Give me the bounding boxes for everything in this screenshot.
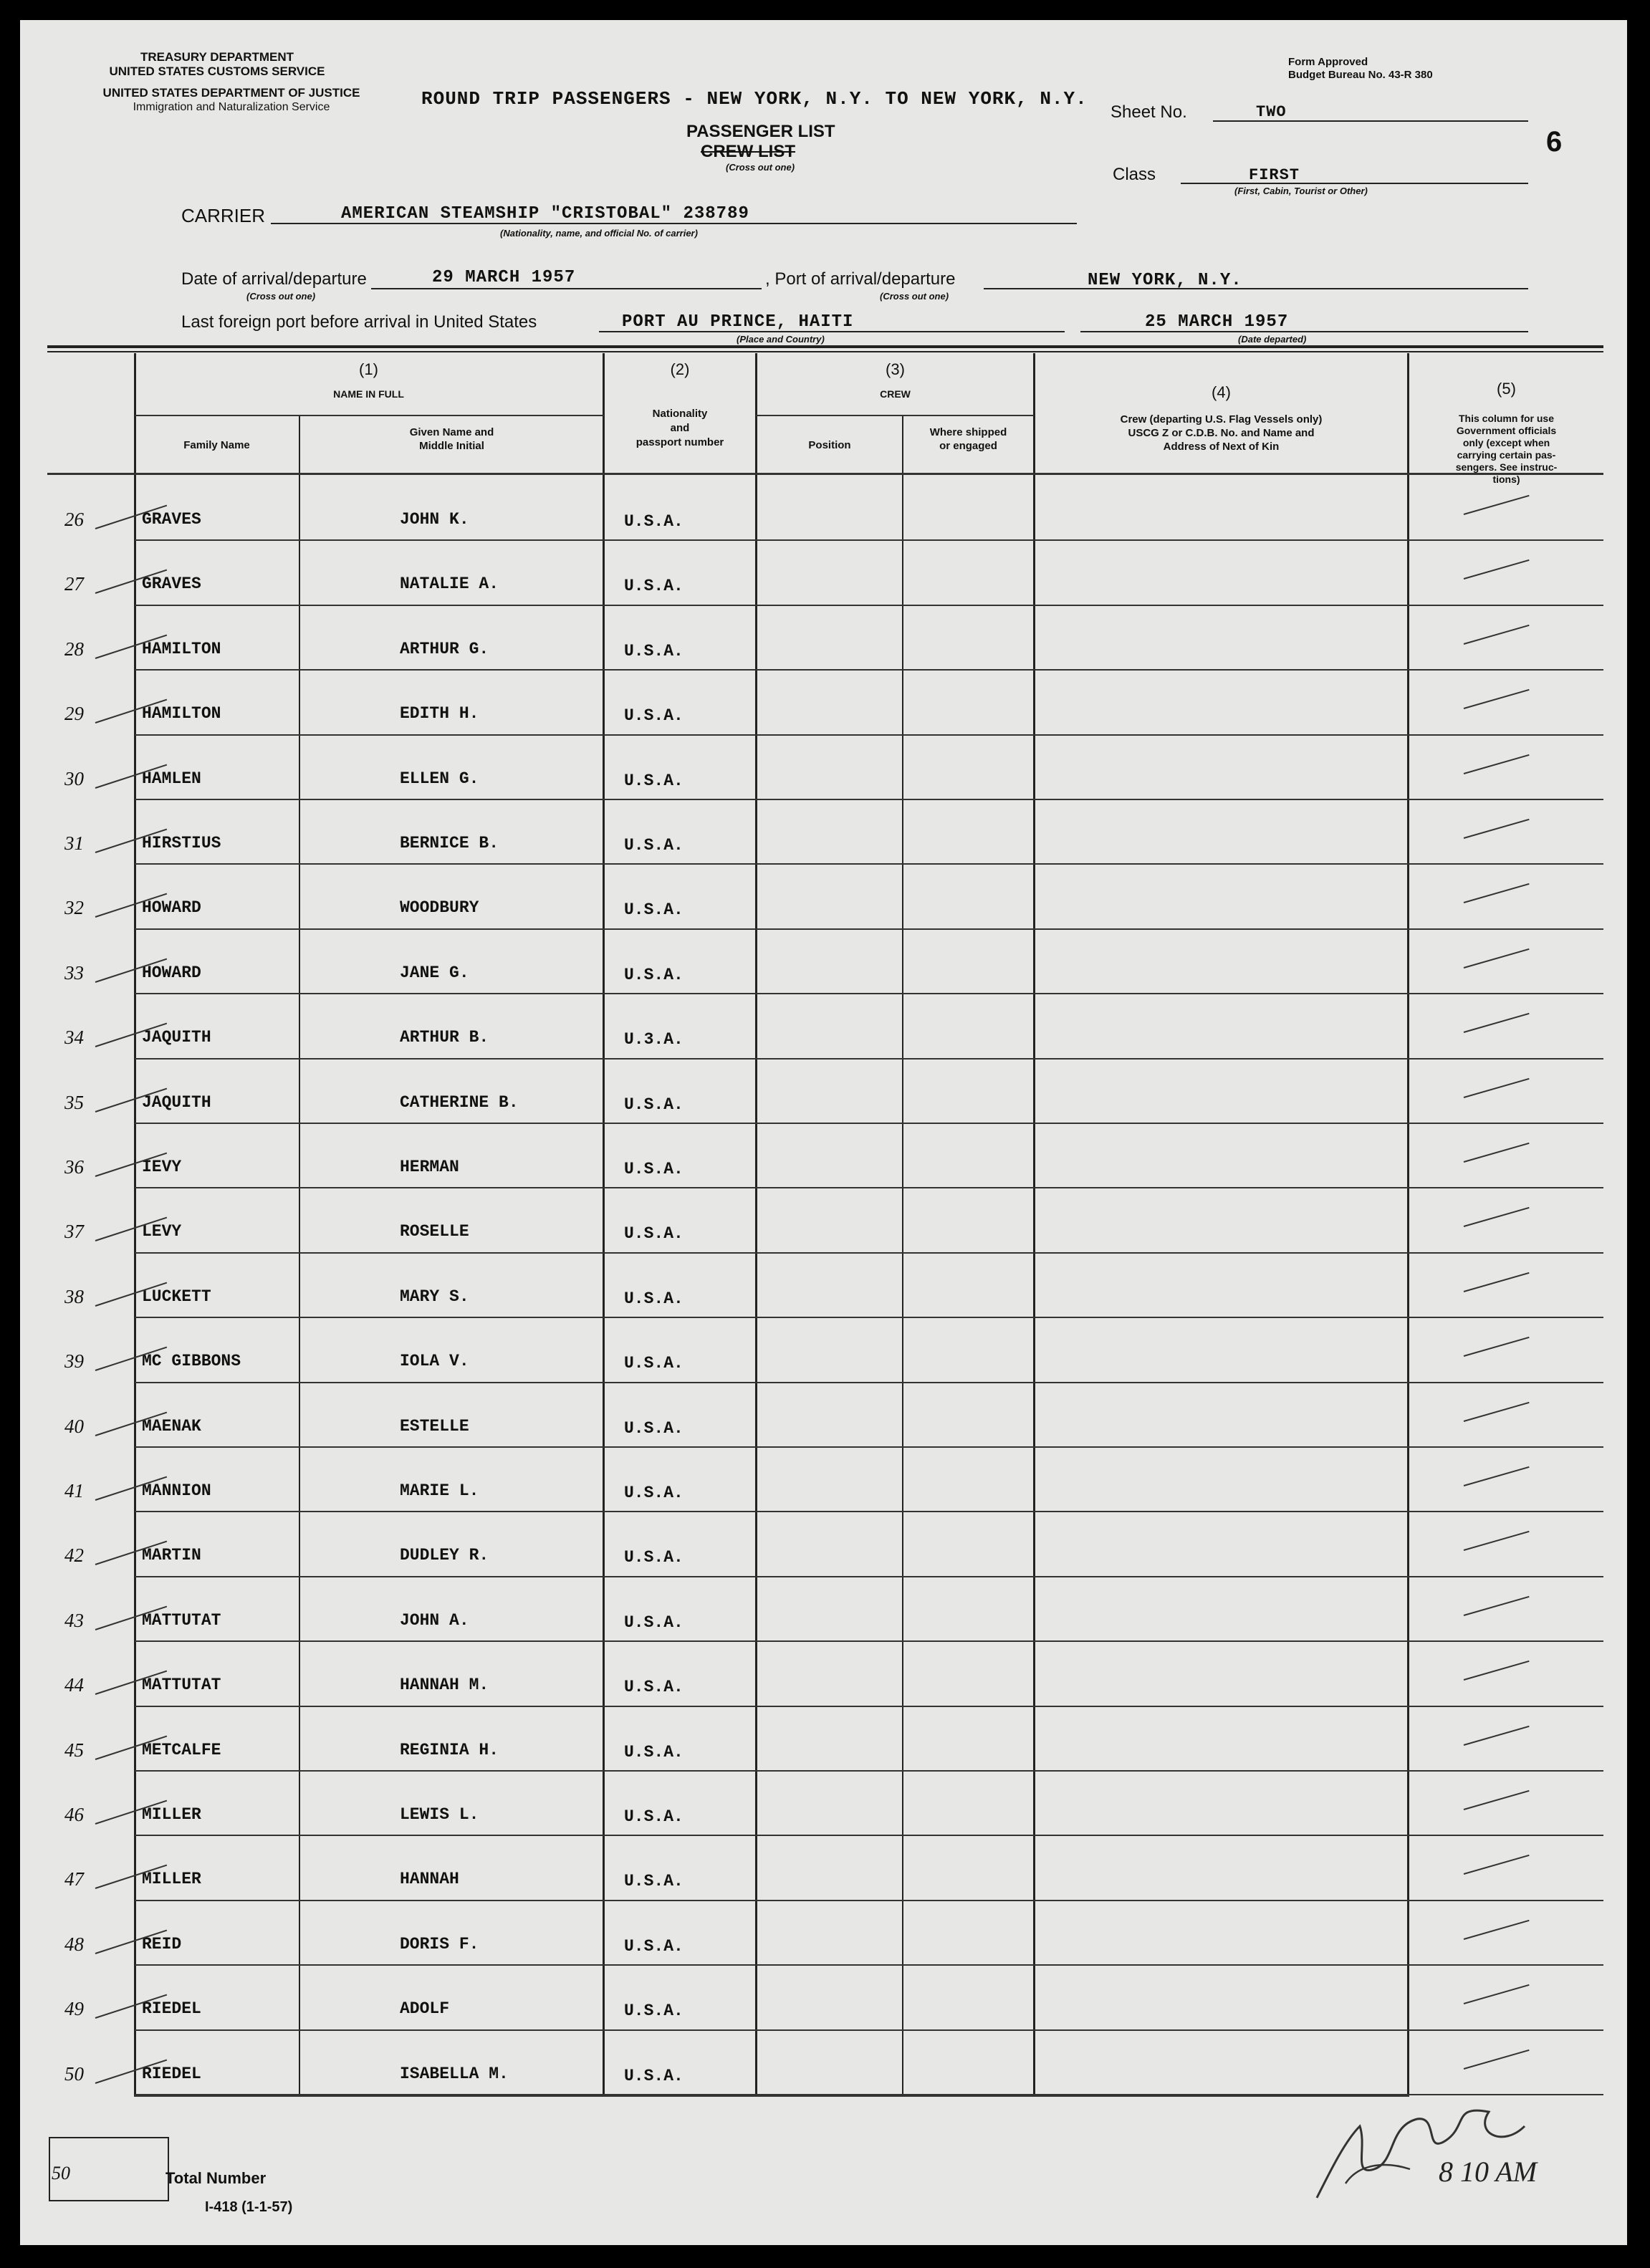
given-name-cell: HERMAN <box>400 1158 459 1176</box>
row-number: 44 <box>64 1674 84 1696</box>
row-divider <box>135 1706 1603 1707</box>
nationality-cell: U.S.A. <box>624 1484 683 1502</box>
nationality-cell: U.S.A. <box>624 1224 683 1244</box>
family-name-cell: MATTUTAT <box>142 1610 221 1630</box>
row-divider <box>135 1123 1603 1124</box>
official-check-mark <box>1464 1855 1530 1875</box>
sheet-label: Sheet No. <box>1111 102 1187 122</box>
family-name-cell: METCALFE <box>142 1740 221 1759</box>
row-divider <box>135 1835 1603 1836</box>
family-name-cell: MANNION <box>142 1481 211 1500</box>
col4-header-line2: USCG Z or C.D.B. No. and Name and <box>1128 427 1315 439</box>
given-name-cell: EDITH H. <box>400 704 479 724</box>
official-check-mark <box>1464 495 1530 515</box>
official-check-mark <box>1464 1466 1530 1486</box>
nationality-cell: U.S.A. <box>624 1936 683 1956</box>
family-name-cell: RIEDEL <box>142 2064 201 2083</box>
official-check-mark <box>1464 559 1530 580</box>
row-number: 37 <box>64 1221 84 1243</box>
where-shipped-header-line2: or engaged <box>939 440 997 452</box>
given-name-cell: ELLEN G. <box>400 769 479 788</box>
row-divider <box>135 1058 1603 1059</box>
row-number: 47 <box>64 1868 84 1890</box>
given-name-cell: LEWIS L. <box>400 1805 479 1824</box>
given-name-cell: NATALIE A. <box>400 575 499 594</box>
given-name-cell: JOHN K. <box>400 510 469 529</box>
handwritten-signature <box>1303 2062 1589 2226</box>
row-number: 35 <box>64 1091 84 1113</box>
col5-header-line6: tions) <box>1492 474 1520 485</box>
family-name-cell: HAMILTON <box>142 704 221 724</box>
nationality-cell: U.S.A. <box>624 1872 683 1891</box>
col2-number: (2) <box>670 360 690 378</box>
class-label: Class <box>1113 165 1156 184</box>
family-name-cell: MILLER <box>142 1870 201 1889</box>
date-value: 29 MARCH 1957 <box>432 268 576 287</box>
given-name-cell: JOHN A. <box>400 1610 469 1630</box>
col5-header-line4: carrying certain pas- <box>1457 449 1556 461</box>
row-divider <box>135 1252 1603 1254</box>
document-sheet <box>20 20 1627 2245</box>
given-name-cell: ARTHUR B. <box>400 1028 489 1047</box>
col1-number: (1) <box>359 360 378 378</box>
given-name-cell: JANE G. <box>400 963 469 982</box>
port-value: NEW YORK, N.Y. <box>1088 271 1242 290</box>
row-number: 30 <box>64 767 84 789</box>
row-number: 49 <box>64 1998 84 2020</box>
col4-header-line3: Address of Next of Kin <box>1163 441 1280 453</box>
nationality-cell: U.S.A. <box>624 1095 683 1114</box>
family-name-cell: REID <box>142 1934 182 1954</box>
given-name-cell: HANNAH <box>400 1870 459 1889</box>
total-number-box <box>49 2137 169 2201</box>
family-name-cell: JAQUITH <box>142 1028 211 1047</box>
col4-number: (4) <box>1212 383 1231 401</box>
agency-justice: UNITED STATES DEPARTMENT OF JUSTICE <box>102 86 360 100</box>
name-subheader-line <box>135 415 604 416</box>
row-number: 48 <box>64 1933 84 1955</box>
official-check-mark <box>1464 625 1530 645</box>
given-name-cell: CATHERINE B. <box>400 1092 519 1112</box>
family-name-cell: HOWARD <box>142 963 201 982</box>
passenger-table <box>20 20 1627 2245</box>
family-name-cell: GRAVES <box>142 510 201 529</box>
position-header: Position <box>808 439 851 451</box>
row-number: 45 <box>64 1739 84 1761</box>
nationality-cell: U.3.A. <box>624 1030 683 1049</box>
class-value: FIRST <box>1249 166 1300 184</box>
nationality-cell: U.S.A. <box>624 2066 683 2085</box>
family-name-cell: LUCKETT <box>142 1287 211 1306</box>
official-check-mark <box>1464 754 1530 774</box>
col5-header-line2: Government officials <box>1456 425 1557 436</box>
given-name-cell: ESTELLE <box>400 1416 469 1436</box>
given-name-header-line2: Middle Initial <box>419 440 484 452</box>
row-divider <box>135 1640 1603 1642</box>
nationality-cell: U.S.A. <box>624 1807 683 1826</box>
official-check-mark <box>1464 1013 1530 1033</box>
carrier-label: CARRIER <box>181 205 266 226</box>
official-check-mark <box>1464 1401 1530 1421</box>
col1-title: NAME IN FULL <box>333 388 404 400</box>
family-name-cell: HIRSTIUS <box>142 834 221 852</box>
row-divider <box>135 1382 1603 1383</box>
date-cross-note: (Cross out one) <box>246 291 316 302</box>
nationality-cell: U.S.A. <box>624 1418 683 1438</box>
official-check-mark <box>1464 1920 1530 1940</box>
given-name-cell: MARIE L. <box>400 1481 479 1500</box>
nationality-cell: U.S.A. <box>624 512 683 531</box>
given-name-cell: HANNAH M. <box>400 1676 489 1695</box>
agency-treasury: TREASURY DEPARTMENT <box>140 50 294 64</box>
form-number: I-418 (1-1-57) <box>205 2199 293 2215</box>
official-check-mark <box>1464 1077 1530 1097</box>
nationality-cell: U.S.A. <box>624 1548 683 1567</box>
family-name-cell: MAENAK <box>142 1416 201 1436</box>
row-divider <box>135 1446 1603 1448</box>
row-divider <box>135 1187 1603 1188</box>
official-check-mark <box>1464 883 1530 903</box>
last-port-hint: (Place and Country) <box>737 334 825 345</box>
given-name-cell: ADOLF <box>400 1999 450 2019</box>
official-check-mark <box>1464 1272 1530 1292</box>
col3-title: CREW <box>880 388 911 400</box>
carrier-value: AMERICAN STEAMSHIP "CRISTOBAL" 238789 <box>341 204 749 224</box>
official-check-mark <box>1464 819 1530 839</box>
row-number: 27 <box>64 573 84 595</box>
nationality-cell: U.S.A. <box>624 1678 683 1697</box>
form-approved: Form Approved <box>1288 56 1368 68</box>
row-number: 40 <box>64 1415 84 1437</box>
given-name-cell: IOLA V. <box>400 1352 469 1371</box>
sheet-value: TWO <box>1256 103 1287 121</box>
col-divider-position <box>902 415 903 2097</box>
port-label: , Port of arrival/departure <box>765 269 956 289</box>
row-number: 39 <box>64 1350 84 1373</box>
row-number: 26 <box>64 509 84 530</box>
family-name-cell: RIEDEL <box>142 1999 201 2019</box>
passenger-list-title: PASSENGER LIST <box>686 122 835 141</box>
given-name-cell: ROSELLE <box>400 1222 469 1241</box>
nationality-cell: U.S.A. <box>624 577 683 596</box>
depart-date-hint: (Date departed) <box>1238 334 1307 345</box>
row-number: 42 <box>64 1544 84 1567</box>
row-number: 32 <box>64 897 84 919</box>
given-name-cell: WOODBURY <box>400 898 479 918</box>
row-number: 50 <box>64 2062 84 2085</box>
family-name-cell: IEVY <box>142 1158 182 1176</box>
given-name-cell: MARY S. <box>400 1287 469 1306</box>
row-divider <box>135 2029 1603 2031</box>
port-cross-note: (Cross out one) <box>880 291 949 302</box>
given-name-cell: DORIS F. <box>400 1934 479 1954</box>
family-name-cell: MATTUTAT <box>142 1676 221 1695</box>
given-name-header-line1: Given Name and <box>409 426 494 438</box>
col-divider-family <box>299 415 300 2097</box>
nationality-cell: U.S.A. <box>624 1613 683 1632</box>
row-number: 28 <box>64 638 84 660</box>
family-name-cell: HOWARD <box>142 898 201 918</box>
time-note: 8 10 AM <box>1439 2156 1538 2188</box>
last-port-value: PORT AU PRINCE, HAITI <box>622 312 854 332</box>
row-divider <box>135 1964 1603 1966</box>
typed-title: ROUND TRIP PASSENGERS - NEW YORK, N.Y. TO NEW YORK, N.Y. <box>421 88 1088 110</box>
col5-header-line3: only (except when <box>1462 437 1550 448</box>
official-check-mark <box>1464 1207 1530 1227</box>
nationality-cell: U.S.A. <box>624 641 683 660</box>
where-shipped-header-line1: Where shipped <box>929 426 1007 438</box>
family-name-cell: HAMLEN <box>142 769 201 788</box>
family-name-cell: MILLER <box>142 1805 201 1824</box>
depart-date-value: 25 MARCH 1957 <box>1145 312 1289 332</box>
row-divider <box>135 928 1603 930</box>
crew-subheader-line <box>756 415 1034 416</box>
given-name-cell: ARTHUR G. <box>400 639 489 658</box>
official-check-mark <box>1464 948 1530 969</box>
col5-header-line1: This column for use <box>1458 413 1554 424</box>
official-check-mark <box>1464 1531 1530 1551</box>
row-number: 36 <box>64 1156 84 1178</box>
agency-customs: UNITED STATES CUSTOMS SERVICE <box>109 64 325 78</box>
agency-ins: Immigration and Naturalization Service <box>133 101 330 113</box>
last-port-label: Last foreign port before arrival in United States <box>181 312 537 332</box>
official-check-mark <box>1464 689 1530 709</box>
family-name-cell: MARTIN <box>142 1546 201 1565</box>
row-divider <box>135 1900 1603 1901</box>
family-name-header: Family Name <box>183 439 250 451</box>
row-number: 43 <box>64 1609 84 1631</box>
crew-list-title: CREW LIST <box>701 142 795 161</box>
official-check-mark <box>1464 1661 1530 1681</box>
row-number: 33 <box>64 961 84 984</box>
row-divider <box>135 799 1603 800</box>
row-divider <box>135 863 1603 865</box>
header-bottom-line <box>47 473 1603 475</box>
nationality-cell: U.S.A. <box>624 706 683 726</box>
page-number: 6 <box>1546 126 1563 158</box>
row-divider <box>135 993 1603 994</box>
row-divider <box>135 605 1603 606</box>
row-divider <box>135 734 1603 736</box>
nationality-cell: U.S.A. <box>624 1354 683 1373</box>
col4-header-line1: Crew (departing U.S. Flag Vessels only) <box>1120 413 1323 426</box>
family-name-cell: JAQUITH <box>142 1092 211 1112</box>
nationality-cell: U.S.A. <box>624 1742 683 1762</box>
col2-header-line2: and <box>670 422 690 434</box>
given-name-cell: BERNICE B. <box>400 834 499 852</box>
col3-number: (3) <box>886 360 905 378</box>
official-check-mark <box>1464 1596 1530 1616</box>
row-divider <box>135 1770 1603 1772</box>
row-divider <box>135 669 1603 671</box>
total-number-label: Total Number <box>166 2169 267 2187</box>
official-check-mark <box>1464 1790 1530 1810</box>
budget-bureau-number: Budget Bureau No. 43-R 380 <box>1288 69 1433 81</box>
date-label: Date of arrival/departure <box>181 269 367 289</box>
official-check-mark <box>1464 1984 1530 2004</box>
nationality-cell: U.S.A. <box>624 771 683 790</box>
row-divider <box>135 539 1603 541</box>
nationality-cell: U.S.A. <box>624 965 683 984</box>
official-check-mark <box>1464 1725 1530 1745</box>
class-hint: (First, Cabin, Tourist or Other) <box>1234 186 1368 196</box>
given-name-cell: ISABELLA M. <box>400 2064 509 2083</box>
row-divider <box>135 1317 1603 1318</box>
col2-header-line1: Nationality <box>652 408 708 420</box>
col2-header-line3: passport number <box>635 436 724 448</box>
family-name-cell: GRAVES <box>142 575 201 594</box>
row-number: 41 <box>64 1480 84 1501</box>
total-count: 50 <box>52 2163 70 2183</box>
row-number: 34 <box>64 1027 84 1049</box>
nationality-cell: U.S.A. <box>624 1160 683 1178</box>
nationality-cell: U.S.A. <box>624 836 683 855</box>
given-name-cell: DUDLEY R. <box>400 1546 489 1565</box>
family-name-cell: HAMILTON <box>142 639 221 658</box>
nationality-cell: U.S.A. <box>624 900 683 920</box>
col5-header-line5: sengers. See instruc- <box>1455 461 1558 473</box>
family-name-cell: LEVY <box>142 1222 182 1241</box>
row-number: 29 <box>64 703 84 725</box>
official-check-mark <box>1464 1143 1530 1163</box>
nationality-cell: U.S.A. <box>624 2002 683 2021</box>
family-name-cell: MC GIBBONS <box>142 1352 241 1371</box>
nationality-cell: U.S.A. <box>624 1289 683 1308</box>
list-cross-note: (Cross out one) <box>726 162 795 173</box>
table-bottom-line <box>134 2095 1409 2097</box>
col5-number: (5) <box>1497 380 1516 398</box>
row-divider <box>135 1511 1603 1512</box>
official-check-mark <box>1464 1337 1530 1357</box>
row-number: 38 <box>64 1285 84 1307</box>
row-number: 31 <box>64 832 84 854</box>
row-divider <box>135 1576 1603 1577</box>
row-number: 46 <box>64 1804 84 1825</box>
given-name-cell: REGINIA H. <box>400 1740 499 1759</box>
carrier-hint: (Nationality, name, and official No. of carrier) <box>500 228 698 239</box>
